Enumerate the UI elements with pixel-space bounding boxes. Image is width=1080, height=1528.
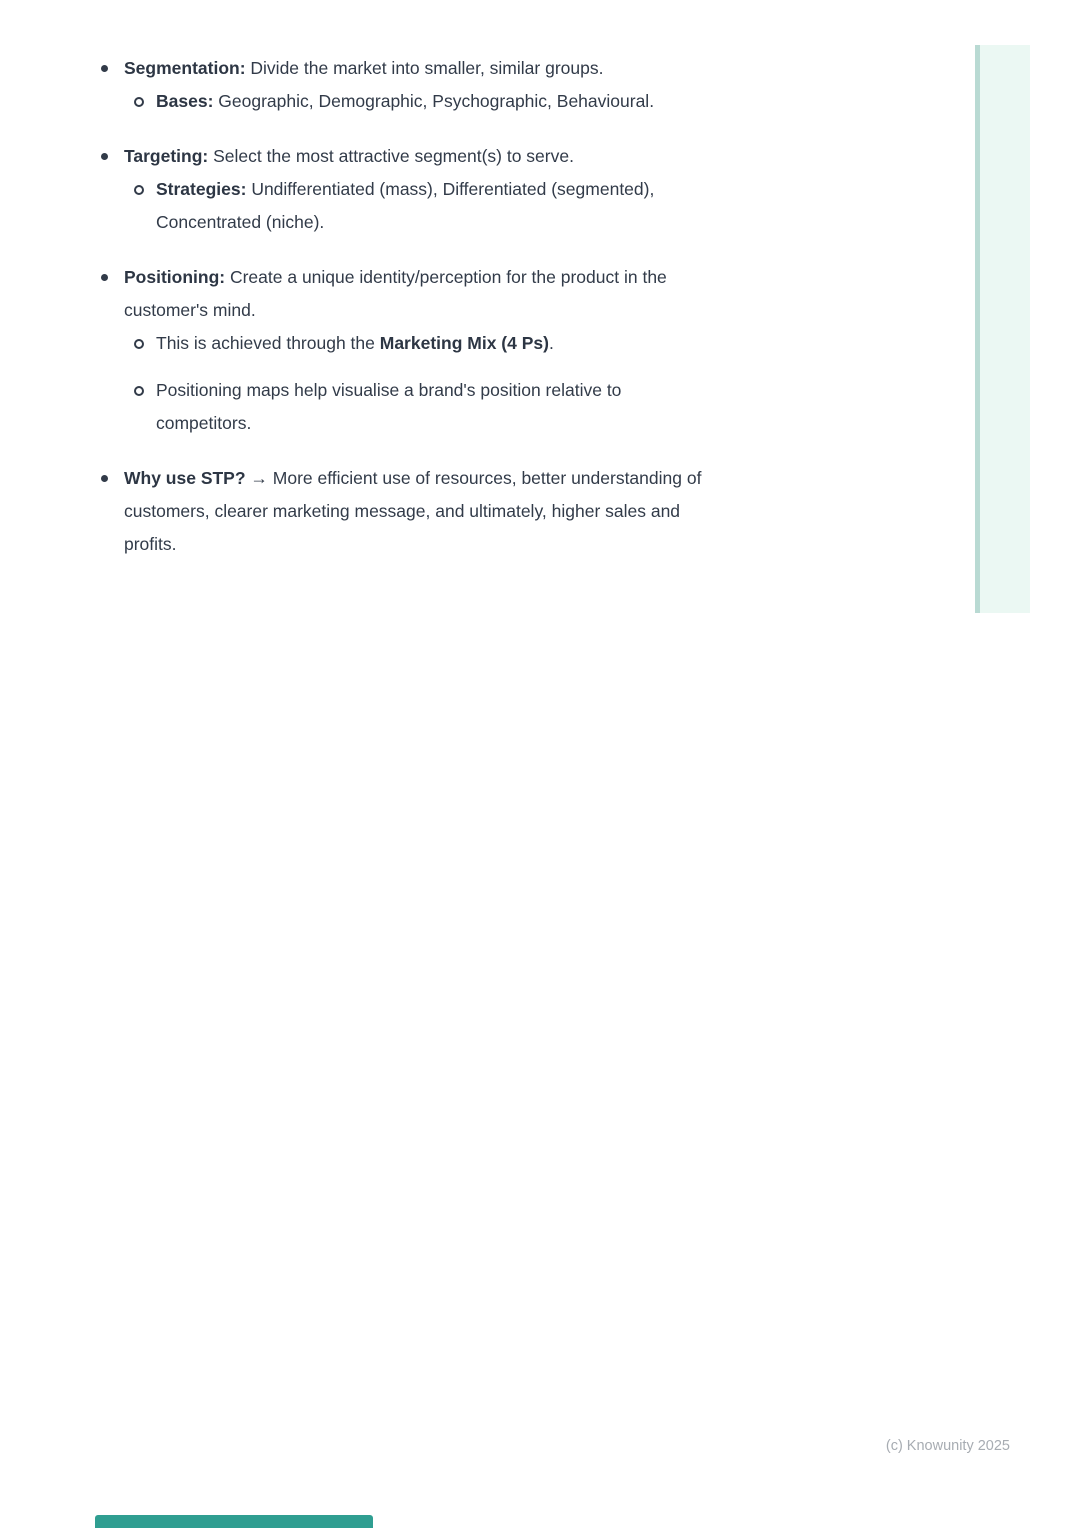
bullet-line bbox=[100, 261, 860, 327]
sub-bullet-icon bbox=[132, 327, 156, 360]
sub-bullet-line bbox=[100, 85, 860, 118]
term-label: Why use STP? bbox=[124, 468, 246, 488]
bullet-line bbox=[100, 140, 860, 173]
sub-bullet-line bbox=[100, 327, 860, 360]
bullet-line bbox=[100, 462, 860, 561]
line-text-part: This is achieved through the bbox=[156, 333, 380, 353]
list-item-why-use-stp bbox=[100, 462, 860, 561]
list-item-positioning bbox=[100, 261, 860, 440]
term-definition: Create a unique identity/perception for the product in the bbox=[225, 267, 667, 287]
term-label: Targeting: bbox=[124, 146, 209, 166]
sub-bullet-icon bbox=[132, 374, 156, 407]
wrapped-line: profits. bbox=[124, 534, 177, 554]
copyright-footer: (c) Knowunity 2025 bbox=[885, 1438, 1010, 1454]
line-text bbox=[156, 85, 860, 118]
wrapped-line: competitors. bbox=[156, 413, 252, 433]
notes-list bbox=[100, 52, 860, 561]
sub-bullet-line bbox=[100, 173, 860, 239]
term-label: Strategies: bbox=[156, 179, 247, 199]
line-text bbox=[124, 52, 860, 85]
line-text bbox=[124, 261, 860, 327]
wrapped-line: Concentrated (niche). bbox=[156, 212, 325, 232]
wrapped-line: customer's mind. bbox=[124, 300, 256, 320]
term-label: Segmentation: bbox=[124, 58, 246, 78]
term-label: Bases: bbox=[156, 91, 214, 111]
term-definition: Geographic, Demographic, Psychographic, Behavioural. bbox=[213, 91, 655, 111]
term-definition: Select the most attractive segment(s) to serve. bbox=[208, 146, 574, 166]
line-text bbox=[156, 173, 860, 239]
bullet-icon bbox=[100, 462, 124, 495]
sub-bullet-icon bbox=[132, 85, 156, 118]
line-text bbox=[156, 327, 860, 360]
line-text bbox=[156, 374, 860, 440]
brand-accent-bar bbox=[95, 1515, 373, 1528]
term-label: Positioning: bbox=[124, 267, 226, 287]
bullet-icon bbox=[100, 140, 124, 173]
sub-bullet-line bbox=[100, 374, 860, 440]
line-text-part: . bbox=[548, 333, 554, 353]
term-definition: Undifferentiated (mass), Differentiated (segmented), bbox=[246, 179, 655, 199]
list-item-targeting bbox=[100, 140, 860, 239]
term-definition: → More efficient use of resources, better understanding of bbox=[245, 468, 702, 488]
term-label: Marketing Mix (4 Ps) bbox=[379, 333, 549, 353]
term-definition: Divide the market into smaller, similar groups. bbox=[245, 58, 604, 78]
line-text-part: Positioning maps help visualise a brand's position relative to bbox=[156, 380, 622, 400]
line-text bbox=[124, 462, 860, 561]
list-item-segmentation bbox=[100, 52, 860, 118]
page-margin-highlight bbox=[975, 45, 1030, 613]
bullet-icon bbox=[100, 52, 124, 85]
wrapped-line: customers, clearer marketing message, and ultimately, higher sales and bbox=[124, 501, 681, 521]
bullet-icon bbox=[100, 261, 124, 294]
bullet-line bbox=[100, 52, 860, 85]
line-text bbox=[124, 140, 860, 173]
sub-bullet-icon bbox=[132, 173, 156, 206]
